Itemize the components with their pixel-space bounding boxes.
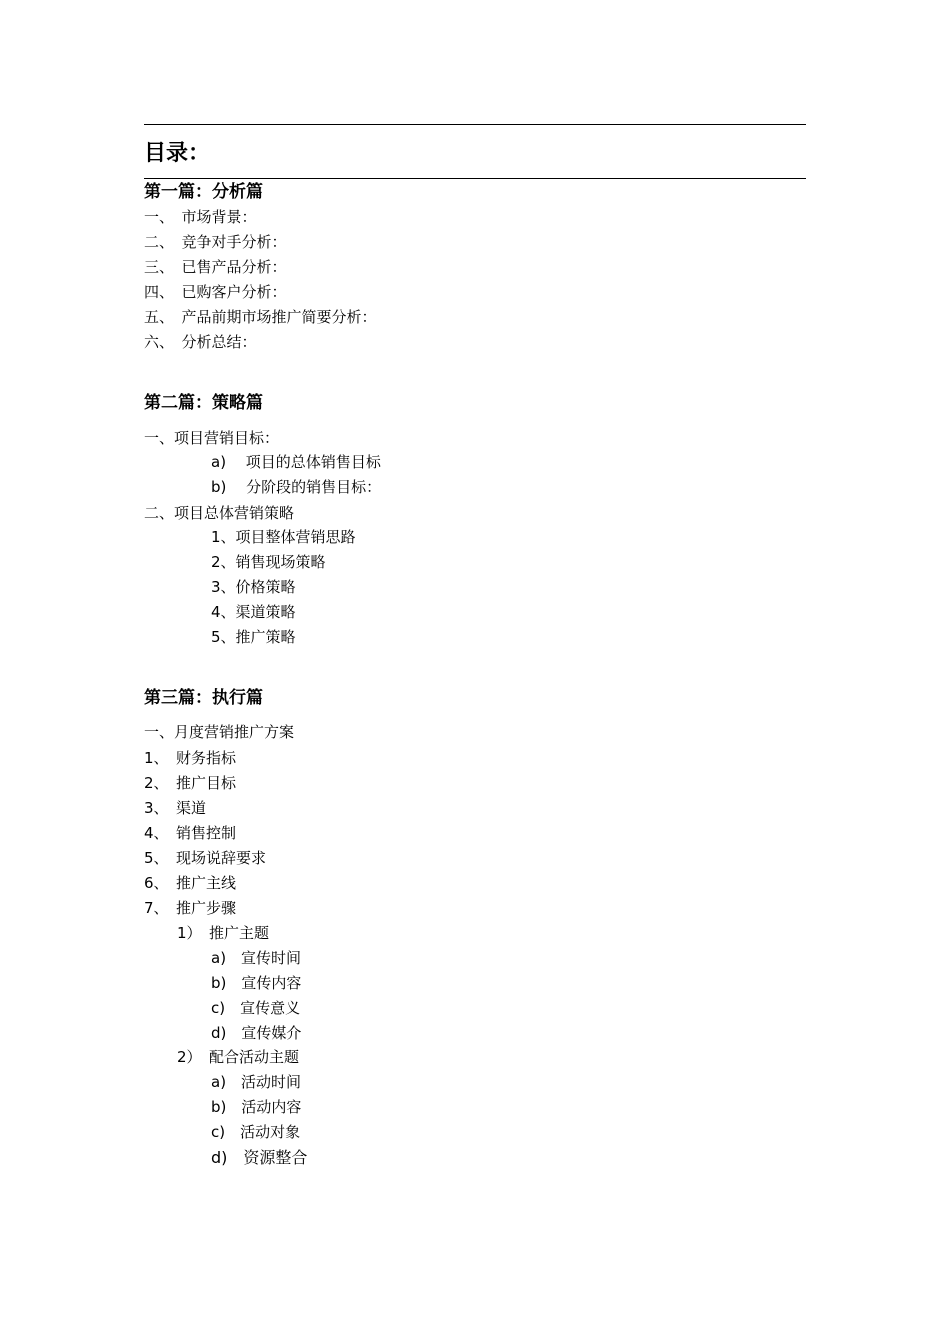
toc-subsubitem: d) 资源整合 <box>211 1148 308 1167</box>
toc-item: 三、 已售产品分析： <box>144 258 287 276</box>
toc-subitem: 2、销售现场策略 <box>211 553 326 571</box>
toc-item: 二、 竞争对手分析： <box>144 233 287 251</box>
toc-numbered-item: 4、 销售控制 <box>144 824 237 842</box>
toc-numbered-item: 6、 推广主线 <box>144 874 237 892</box>
toc-item: 二、项目总体营销策略 <box>144 504 295 522</box>
part1-heading: 第一篇：分析篇 <box>144 182 263 202</box>
toc-numbered-item: 5、 现场说辞要求 <box>144 849 267 867</box>
toc-subsubitem: a) 活动时间 <box>211 1073 302 1091</box>
toc-subsubitem: c) 宣传意义 <box>211 999 301 1017</box>
toc-title: 目录： <box>144 141 211 166</box>
toc-subitem: 2） 配合活动主题 <box>177 1048 300 1066</box>
toc-subitem: a) 项目的总体销售目标 <box>211 453 381 471</box>
toc-subsubitem: b) 宣传内容 <box>211 974 302 992</box>
toc-numbered-item: 7、 推广步骤 <box>144 899 237 917</box>
toc-item: 一、项目营销目标： <box>144 429 280 447</box>
toc-subsubitem: c) 活动对象 <box>211 1123 301 1141</box>
toc-numbered-item: 3、 渠道 <box>144 799 207 817</box>
toc-subitem: 3、价格策略 <box>211 578 296 596</box>
toc-item: 一、月度营销推广方案 <box>144 723 295 741</box>
part3-heading: 第三篇：执行篇 <box>144 688 263 708</box>
toc-item: 五、 产品前期市场推广简要分析： <box>144 308 377 326</box>
toc-numbered-item: 1、 财务指标 <box>144 749 237 767</box>
toc-item: 六、 分析总结： <box>144 333 257 351</box>
toc-item: 四、 已购客户分析： <box>144 283 287 301</box>
toc-subitem: 5、推广策略 <box>211 628 296 646</box>
toc-numbered-item: 2、 推广目标 <box>144 774 237 792</box>
toc-item: 一、 市场背景： <box>144 208 257 226</box>
title-rule <box>144 178 806 179</box>
part2-heading: 第二篇：策略篇 <box>144 393 263 413</box>
top-rule <box>144 124 806 125</box>
toc-subitem: 1） 推广主题 <box>177 924 270 942</box>
toc-subsubitem: d) 宣传媒介 <box>211 1024 302 1042</box>
toc-subitem: 1、项目整体营销思路 <box>211 528 356 546</box>
toc-subitem: 4、渠道策略 <box>211 603 296 621</box>
toc-subsubitem: a) 宣传时间 <box>211 949 302 967</box>
toc-subsubitem: b) 活动内容 <box>211 1098 302 1116</box>
toc-subitem: b) 分阶段的销售目标： <box>211 478 382 496</box>
